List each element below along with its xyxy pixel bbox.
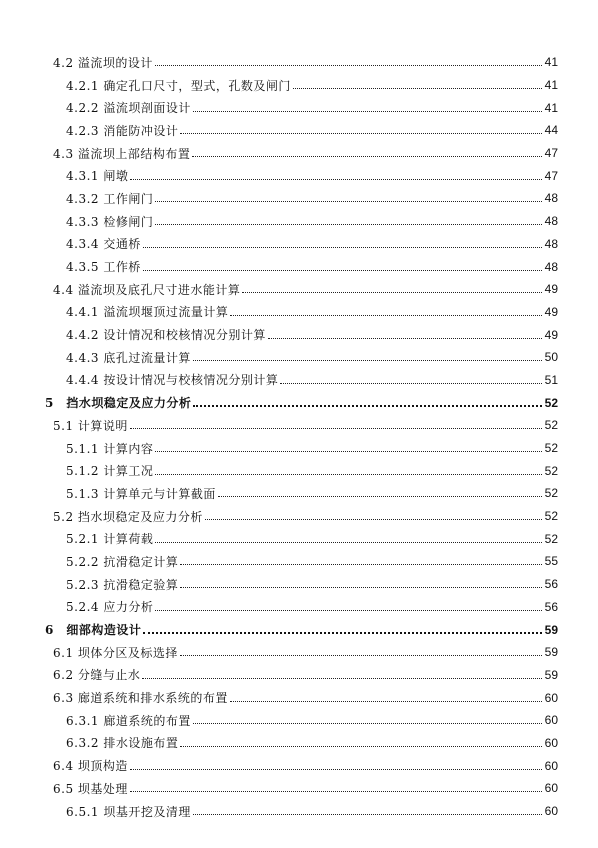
toc-entry-page-number: 60 [544,735,558,750]
toc-entry-page-number: 49 [544,327,558,342]
toc-entry[interactable] [0,346,598,369]
toc-entry[interactable] [0,301,598,324]
dot-leader [180,563,542,565]
toc-entry-title: 6.1 坝体分区及标选择 [53,645,178,660]
toc-entry-title: 6.3 廊道系统和排水系统的布置 [53,691,228,706]
toc-entry-page-number: 52 [544,509,558,524]
toc-entry[interactable] [0,527,598,550]
toc-entry-page-number: 56 [544,577,558,592]
toc-entry[interactable] [0,596,598,619]
toc-entry-page-number: 60 [544,781,558,796]
toc-entry-title: 4.2.2 溢流坝剖面设计 [66,101,191,116]
toc-entry-page-number: 59 [544,622,558,637]
toc-entry-page-number: 52 [544,418,558,433]
toc-entry-title: 6 细部构造设计 [45,623,142,638]
dot-leader [142,677,542,679]
toc-entry-title: 4.4.2 设计情况和校核情况分别计算 [66,328,266,343]
toc-entry-title: 4.3 溢流坝上部结构布置 [53,146,191,161]
toc-entry[interactable] [0,618,598,641]
toc-entry[interactable] [0,437,598,460]
toc-entry-title: 5.1.3 计算单元与计算截面 [66,486,216,501]
toc-entry-title: 5.2.4 应力分析 [66,600,154,615]
toc-entry[interactable] [0,505,598,528]
toc-entry[interactable] [0,550,598,573]
toc-entry-title: 5.2.3 抗滑稳定验算 [66,577,179,592]
toc-entry[interactable] [0,210,598,233]
dot-leader [205,518,542,520]
dot-leader [180,132,542,134]
dot-leader [230,700,542,702]
toc-entry-page-number: 51 [544,372,558,387]
toc-entry-title: 5.1.2 计算工况 [66,464,154,479]
toc-entry[interactable] [0,777,598,800]
toc-entry-title: 4.2 溢流坝的设计 [53,55,153,70]
toc-entry-page-number: 47 [544,146,558,161]
dot-leader [193,813,542,815]
toc-entry-title: 5.2.1 计算荷载 [66,532,154,547]
dot-leader [193,110,542,112]
toc-entry-title: 6.4 坝顶构造 [53,759,128,774]
toc-entry-page-number: 49 [544,304,558,319]
dot-leader [193,359,542,361]
toc-entry-page-number: 41 [544,55,558,70]
toc-entry-title: 4.3.1 闸墩 [66,169,129,184]
toc-entry[interactable] [0,323,598,346]
toc-entry-title: 6.5 坝基处理 [53,781,128,796]
toc-entry[interactable] [0,573,598,596]
dot-leader [155,541,542,543]
toc-entry[interactable] [0,482,598,505]
toc-entry-title: 5 挡水坝稳定及应力分析 [45,396,192,411]
dot-leader [192,155,542,157]
toc-entry[interactable] [0,800,598,823]
toc-entry-page-number: 60 [544,713,558,728]
toc-entry-title: 4.2.3 消能防冲设计 [66,123,179,138]
dot-leader [180,586,542,588]
toc-entry-page-number: 52 [544,531,558,546]
toc-entry-title: 4.3.4 交通桥 [66,237,141,252]
toc-entry-page-number: 60 [544,758,558,773]
toc-entry[interactable] [0,664,598,687]
toc-entry-title: 4.4.3 底孔过流量计算 [66,350,191,365]
toc-entry-page-number: 48 [544,236,558,251]
toc-entry-page-number: 44 [544,123,558,138]
dot-leader [155,450,542,452]
toc-entry-title: 6.3.2 排水设施布置 [66,736,179,751]
toc-entry[interactable] [0,233,598,256]
table-of-contents [0,51,598,822]
toc-entry[interactable] [0,369,598,392]
toc-entry-title: 4.3.3 检修闸门 [66,214,154,229]
toc-entry[interactable] [0,709,598,732]
toc-entry-title: 4.4.1 溢流坝堰顶过流量计算 [66,305,229,320]
dot-leader [143,269,542,271]
dot-leader [218,495,542,497]
toc-entry-page-number: 55 [544,554,558,569]
dot-leader [280,382,542,384]
dot-leader [193,404,542,407]
dot-leader [193,722,542,724]
toc-entry-page-number: 47 [544,168,558,183]
toc-entry-title: 4.4.4 按设计情况与校核情况分别计算 [66,373,279,388]
toc-entry-title: 5.2.2 抗滑稳定计算 [66,554,179,569]
toc-entry[interactable] [0,686,598,709]
dot-leader [130,427,542,429]
toc-entry[interactable] [0,414,598,437]
toc-entry-page-number: 48 [544,259,558,274]
dot-leader [155,223,542,225]
toc-entry[interactable] [0,754,598,777]
dot-leader [130,178,542,180]
toc-entry[interactable] [0,732,598,755]
dot-leader [268,337,542,339]
toc-entry[interactable] [0,142,598,165]
toc-entry-title: 4.4 溢流坝及底孔尺寸进水能计算 [53,282,241,297]
toc-entry-page-number: 49 [544,282,558,297]
dot-leader [155,609,542,611]
toc-entry-page-number: 52 [544,395,558,410]
toc-entry-page-number: 41 [544,78,558,93]
toc-entry-page-number: 52 [544,441,558,456]
toc-entry[interactable] [0,187,598,210]
dot-leader [143,631,542,634]
toc-entry-page-number: 60 [544,804,558,819]
toc-entry[interactable] [0,164,598,187]
toc-entry-page-number: 60 [544,690,558,705]
toc-entry-title: 6.2 分缝与止水 [53,668,141,683]
toc-entry-title: 6.3.1 廊道系统的布置 [66,713,191,728]
toc-entry[interactable] [0,391,598,414]
toc-entry-page-number: 59 [544,645,558,660]
dot-leader [180,654,542,656]
dot-leader [130,790,542,792]
dot-leader [230,314,542,316]
toc-entry[interactable] [0,119,598,142]
dot-leader [242,291,542,293]
toc-entry[interactable] [0,96,598,119]
dot-leader [155,64,542,66]
toc-entry-page-number: 59 [544,667,558,682]
toc-entry[interactable] [0,641,598,664]
toc-entry[interactable] [0,74,598,97]
toc-entry-page-number: 56 [544,599,558,614]
toc-entry[interactable] [0,459,598,482]
toc-entry-title: 5.2 挡水坝稳定及应力分析 [53,509,203,524]
toc-entry-page-number: 52 [544,463,558,478]
toc-entry-page-number: 48 [544,191,558,206]
toc-entry-page-number: 50 [544,350,558,365]
toc-entry[interactable] [0,278,598,301]
toc-entry-title: 6.5.1 坝基开挖及清理 [66,804,191,819]
toc-entry[interactable] [0,255,598,278]
toc-entry-title: 5.1.1 计算内容 [66,441,154,456]
dot-leader [155,473,542,475]
toc-entry-title: 4.3.2 工作闸门 [66,191,154,206]
toc-entry-page-number: 41 [544,100,558,115]
dot-leader [293,87,542,89]
toc-entry-title: 4.2.1 确定孔口尺寸，型式，孔数及闸门 [66,78,291,93]
toc-entry[interactable] [0,51,598,74]
toc-entry-page-number: 52 [544,486,558,501]
toc-entry-title: 5.1 计算说明 [53,418,128,433]
dot-leader [155,200,542,202]
toc-entry-page-number: 48 [544,214,558,229]
dot-leader [143,246,542,248]
dot-leader [130,768,542,770]
toc-entry-title: 4.3.5 工作桥 [66,260,141,275]
dot-leader [180,745,542,747]
